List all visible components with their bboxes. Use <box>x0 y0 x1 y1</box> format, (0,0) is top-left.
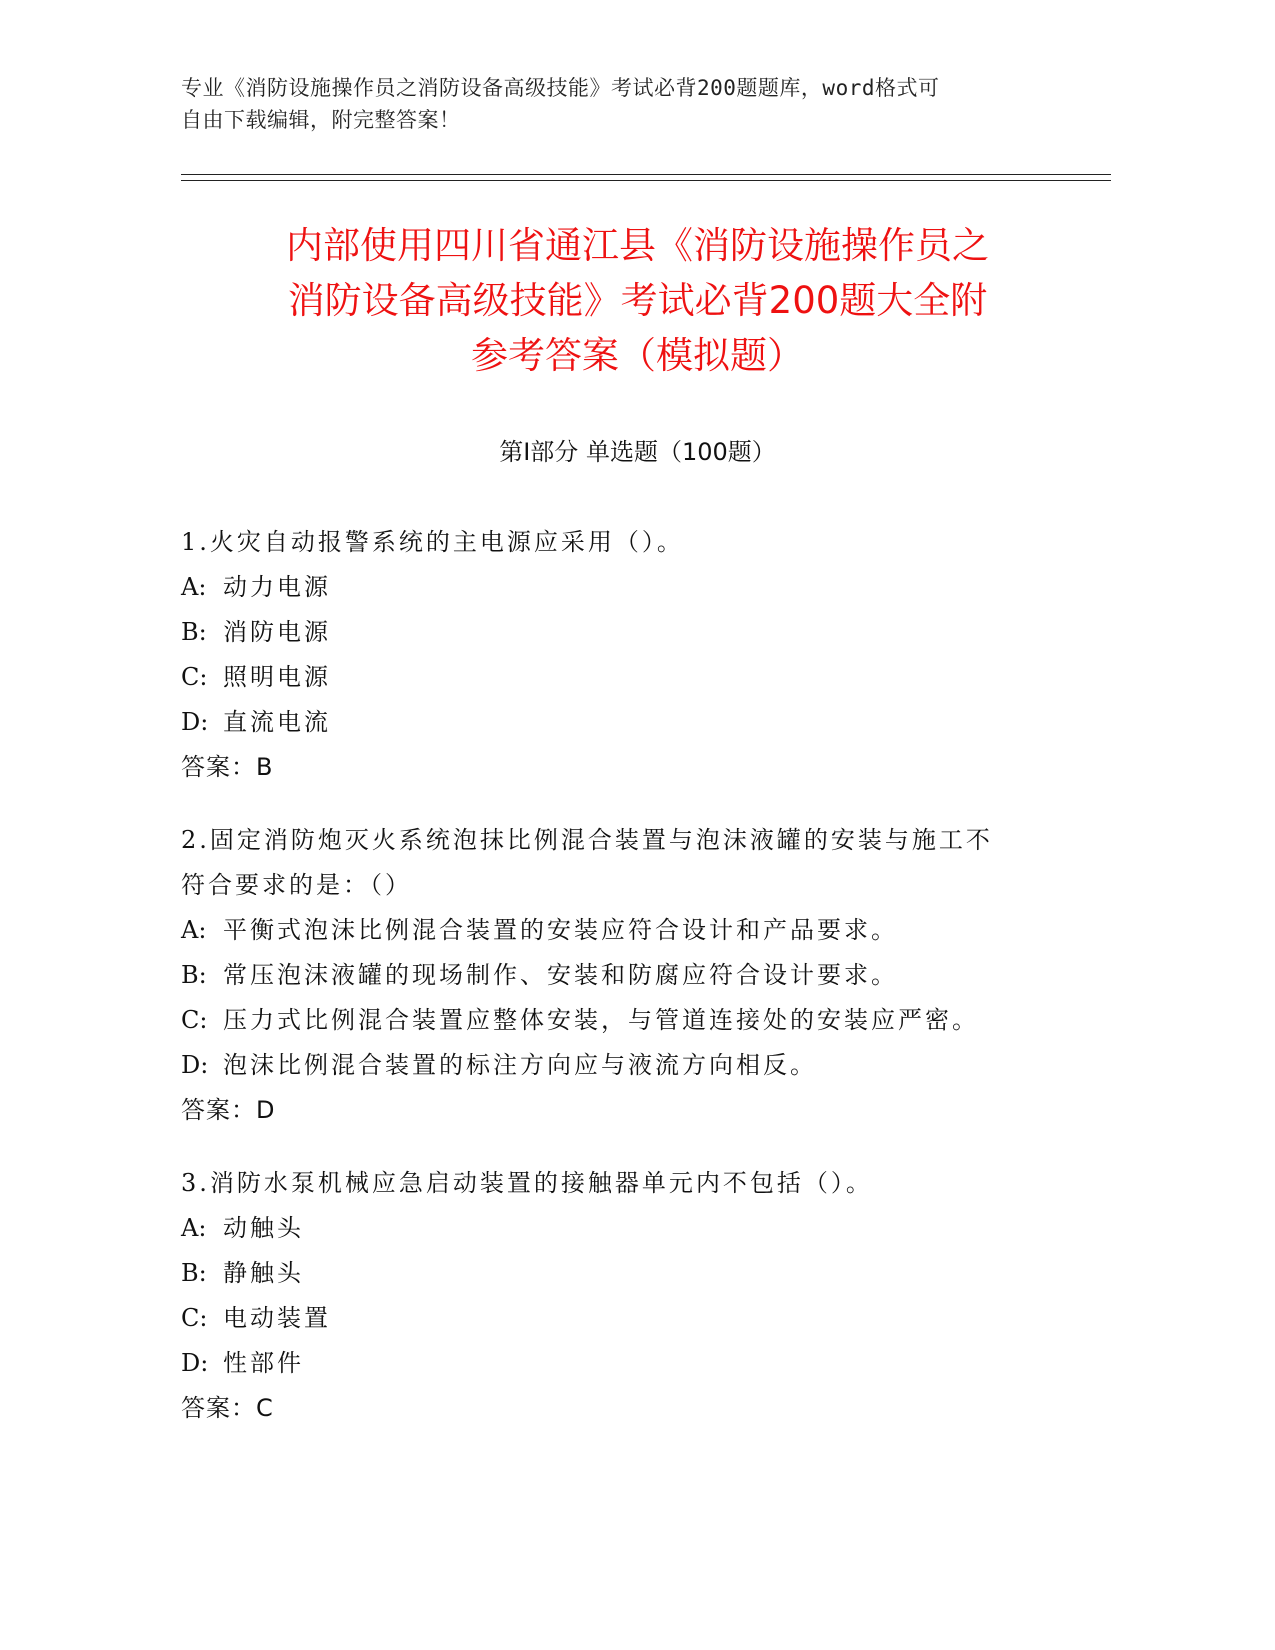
title-line-3: 参考答案（模拟题） <box>471 334 804 377</box>
option-text: 平衡式泡沫比例混合装置的安装应符合设计和产品要求。 <box>223 916 898 944</box>
option-label: B: <box>181 961 207 989</box>
option-label: B: <box>181 618 207 646</box>
option-d <box>181 1341 1061 1386</box>
section-heading: 第Ⅰ部分 单选题（100题） <box>499 438 776 466</box>
option-c <box>181 655 1061 700</box>
option-a <box>181 908 1061 953</box>
option-text: 动力电源 <box>223 573 331 601</box>
option-b <box>181 610 1061 655</box>
option-text: 动触头 <box>223 1214 304 1242</box>
answer-key: 答案：B <box>181 753 274 781</box>
question-stem: 1.火灾自动报警系统的主电源应采用（）。 <box>181 528 684 556</box>
header-note-line-2: 自由下载编辑，附完整答案！ <box>181 108 461 132</box>
option-c <box>181 998 1061 1043</box>
option-label: C: <box>181 663 208 691</box>
title-line-2: 消防设备高级技能》考试必背200题大全附 <box>287 279 988 322</box>
option-label: D: <box>181 1051 209 1079</box>
option-a <box>181 565 1061 610</box>
option-label: A: <box>181 916 207 944</box>
option-text: 静触头 <box>223 1259 304 1287</box>
option-b <box>181 1251 1061 1296</box>
option-label: A: <box>181 1214 207 1242</box>
option-text: 照明电源 <box>223 663 331 691</box>
option-b <box>181 953 1061 998</box>
option-text: 泡沫比例混合装置的标注方向应与液流方向相反。 <box>223 1051 817 1079</box>
header-note <box>181 72 1061 136</box>
option-label: C: <box>181 1006 208 1034</box>
option-label: D: <box>181 708 209 736</box>
option-text: 性部件 <box>223 1349 304 1377</box>
option-d <box>181 1043 1061 1088</box>
header-note-line-1: 专业《消防设施操作员之消防设备高级技能》考试必背200题题库，word格式可 <box>181 76 940 100</box>
title-line-1: 内部使用四川省通江县《消防设施操作员之 <box>286 224 989 267</box>
option-a <box>181 1206 1061 1251</box>
header-divider-bottom <box>181 180 1111 181</box>
option-text: 直流电流 <box>223 708 331 736</box>
document-title <box>160 218 1115 383</box>
option-label: A: <box>181 573 207 601</box>
option-c <box>181 1296 1061 1341</box>
answer-key: 答案：D <box>181 1096 276 1124</box>
question-stem: 3.消防水泵机械应急启动装置的接触器单元内不包括（）。 <box>181 1169 873 1197</box>
question-stem: 2.固定消防炮灭火系统泡抹比例混合装置与泡沫液罐的安装与施工不 <box>181 826 993 854</box>
header-divider-top <box>181 174 1111 175</box>
question-3 <box>181 1161 1061 1431</box>
question-list <box>181 520 1061 1459</box>
option-text: 电动装置 <box>223 1304 331 1332</box>
option-d <box>181 700 1061 745</box>
answer-key: 答案：C <box>181 1394 274 1422</box>
option-text: 消防电源 <box>223 618 331 646</box>
question-2 <box>181 818 1061 1133</box>
option-text: 压力式比例混合装置应整体安装，与管道连接处的安装应严密。 <box>223 1006 979 1034</box>
option-label: D: <box>181 1349 209 1377</box>
question-stem-continued: 符合要求的是：（） <box>181 871 412 899</box>
option-label: C: <box>181 1304 208 1332</box>
option-text: 常压泡沫液罐的现场制作、安装和防腐应符合设计要求。 <box>223 961 898 989</box>
question-1 <box>181 520 1061 790</box>
option-label: B: <box>181 1259 207 1287</box>
